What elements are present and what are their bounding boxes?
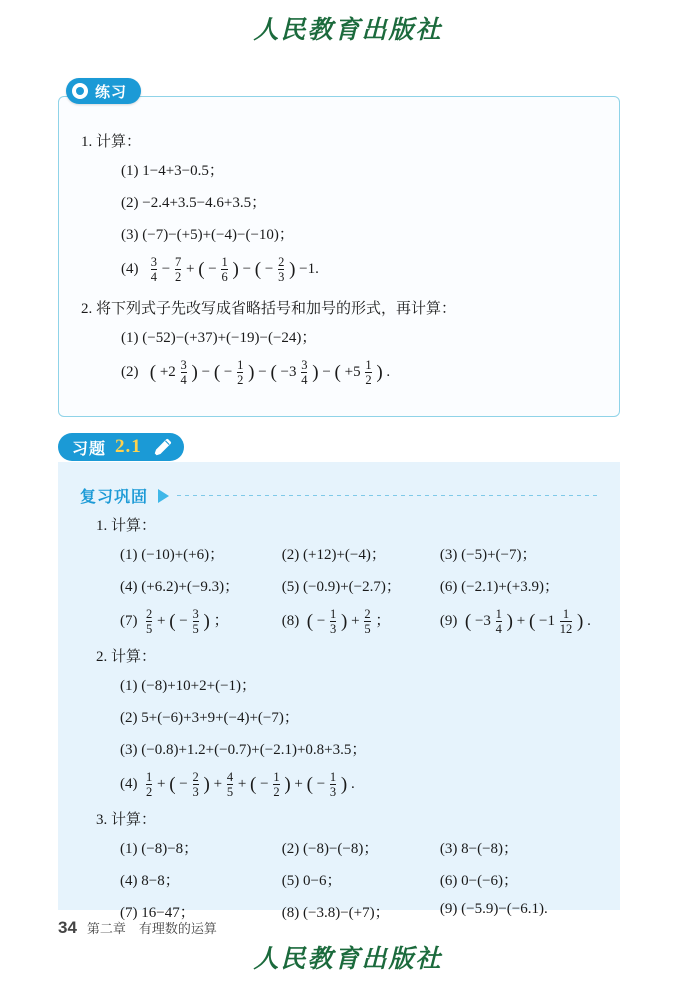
xiti-problem-3-items — [120, 837, 598, 922]
xiti-tab — [58, 433, 184, 461]
xiti-problem-1-items — [120, 543, 598, 636]
fraction: $\frac{3}{4}$ — [150, 255, 157, 284]
exercise-problem-1-items — [81, 159, 597, 284]
sub-section-label: 复习巩固 — [80, 489, 149, 506]
exercise-problem-2-items — [81, 326, 597, 387]
list-item: (2) (−8)−(−8)； — [281, 841, 379, 857]
list-item: (4) (+6.2)+(−9.3)； — [120, 579, 240, 595]
fraction: $\frac{1}{6}$ — [221, 255, 228, 284]
list-item: (2) (+12)+(−4)； — [281, 547, 386, 563]
exercise-problem-1-title: 1. 计算： — [81, 134, 142, 150]
xiti-box — [58, 462, 620, 921]
exercise-tab-label: 练习 — [95, 83, 128, 101]
fraction: $\frac{1}{12}$ — [559, 607, 573, 636]
list-item: (5) (−0.9)+(−2.7)； — [281, 579, 401, 595]
item-label: (2) — [121, 363, 139, 380]
list-item: (3) (−7)−(+5)+(−4)−(−10)； — [121, 227, 294, 243]
fraction: $\frac{3}{5}$ — [192, 607, 199, 636]
xiti-problem-2-title: 2. 计算： — [96, 649, 157, 665]
fraction: $\frac{2}{5}$ — [146, 607, 153, 636]
fraction: $\frac{7}{2}$ — [174, 255, 182, 284]
list-item: (2) ( +2 $\frac{3}{4}$ ) − ( − $\frac{1}{2}$ ) − ( −3 $\frac{3}{4}$ ) − ( +5 $\frac{1}{2}$ ) . — [121, 358, 391, 387]
list-item: (2) −2.4+3.5−4.6+3.5； — [121, 195, 267, 211]
fraction: $\frac{2}{5}$ — [364, 607, 371, 636]
page-number: 34 — [58, 918, 77, 937]
list-item: (3) (−5)+(−7)； — [439, 547, 537, 563]
fraction: $\frac{2}{3}$ — [278, 255, 285, 284]
list-item: (9) (−5.9)−(−6.1). — [439, 901, 548, 917]
fraction: $\frac{1}{2}$ — [273, 770, 280, 799]
fraction: $\frac{1}{2}$ — [146, 770, 153, 799]
exercise-problem-2-title: 2. 将下列式子先改写成省略括号和加号的形式，再计算： — [81, 301, 457, 317]
chapter-title: 第二章 有理数的运算 — [86, 921, 217, 936]
list-item: (8) ( − $\frac{1}{3}$ ) + $\frac{2}{5}$ ； — [281, 607, 391, 636]
list-item: (3) 8−(−8)； — [439, 841, 519, 857]
list-item: (6) (−2.1)+(+3.9)； — [439, 579, 559, 595]
xiti-tab-label: 习题 — [72, 440, 107, 458]
bullet-icon — [72, 83, 88, 99]
publisher-watermark-top: 人民教育出版社 — [253, 17, 443, 44]
triangle-icon — [158, 489, 169, 503]
list-item: (3) (−0.8)+1.2+(−0.7)+(−2.1)+0.8+3.5； — [120, 742, 367, 758]
list-item: (1) (−52)−(+37)+(−19)−(−24)； — [121, 330, 317, 346]
exercise-tab — [66, 78, 141, 104]
fraction: $\frac{1}{2}$ — [237, 358, 244, 387]
list-item: (4) 8−8； — [120, 873, 180, 889]
fraction: $\frac{4}{5}$ — [226, 770, 234, 799]
list-item: (9) ( −3 $\frac{1}{4}$ ) + ( −1 $\frac{1}{12}$ ) . — [439, 607, 591, 636]
fraction: $\frac{3}{4}$ — [301, 358, 308, 387]
xiti-tab-number: 2.1 — [115, 436, 142, 457]
list-item: (1) (−10)+(+6)； — [120, 547, 225, 563]
exercise-box — [58, 96, 620, 417]
fraction: $\frac{1}{2}$ — [365, 358, 372, 387]
xiti-problem-3-title: 3. 计算： — [96, 812, 157, 828]
list-item: (4) $\frac{3}{4}$ − $\frac{7}{2}$ + ( − $\frac{1}{6}$ ) − ( − $\frac{2}{3}$ ) −1. — [121, 255, 319, 284]
list-item: (1) (−8)−8； — [120, 841, 199, 857]
list-item: (7) $\frac{2}{5}$ + ( − $\frac{3}{5}$ ) ； — [120, 607, 229, 636]
list-item: (2) 5+(−6)+3+9+(−4)+(−7)； — [120, 710, 299, 726]
fraction: $\frac{1}{4}$ — [495, 607, 502, 636]
fraction: $\frac{2}{3}$ — [192, 770, 199, 799]
fraction: $\frac{3}{4}$ — [180, 358, 187, 387]
list-item: (1) 1−4+3−0.5； — [121, 163, 224, 179]
list-item: (6) 0−(−6)； — [439, 873, 519, 889]
xiti-problem-1-title: 1. 计算： — [96, 518, 157, 534]
list-item: (7) 16−47； — [120, 905, 195, 921]
sub-section-header — [80, 484, 598, 507]
divider — [177, 495, 598, 496]
list-item: (5) 0−6； — [281, 873, 342, 889]
item-label: (4) — [121, 260, 139, 277]
publisher-watermark-bottom: 人民教育出版社 — [253, 946, 443, 973]
list-item: (1) (−8)+10+2+(−1)； — [120, 678, 257, 694]
fraction: $\frac{1}{3}$ — [329, 770, 337, 799]
list-item: (4) $\frac{1}{2}$ + ( − $\frac{2}{3}$ ) + $\frac{4}{5}$ + ( − $\frac{1}{2}$ ) + ( − $\frac{1}{3}$ ) . — [120, 770, 355, 799]
xiti-problem-2-items — [120, 674, 598, 799]
list-item: (8) (−3.8)−(+7)； — [281, 905, 390, 921]
page-footer — [58, 918, 217, 938]
fraction: $\frac{1}{3}$ — [330, 607, 337, 636]
pencil-icon — [152, 436, 174, 458]
